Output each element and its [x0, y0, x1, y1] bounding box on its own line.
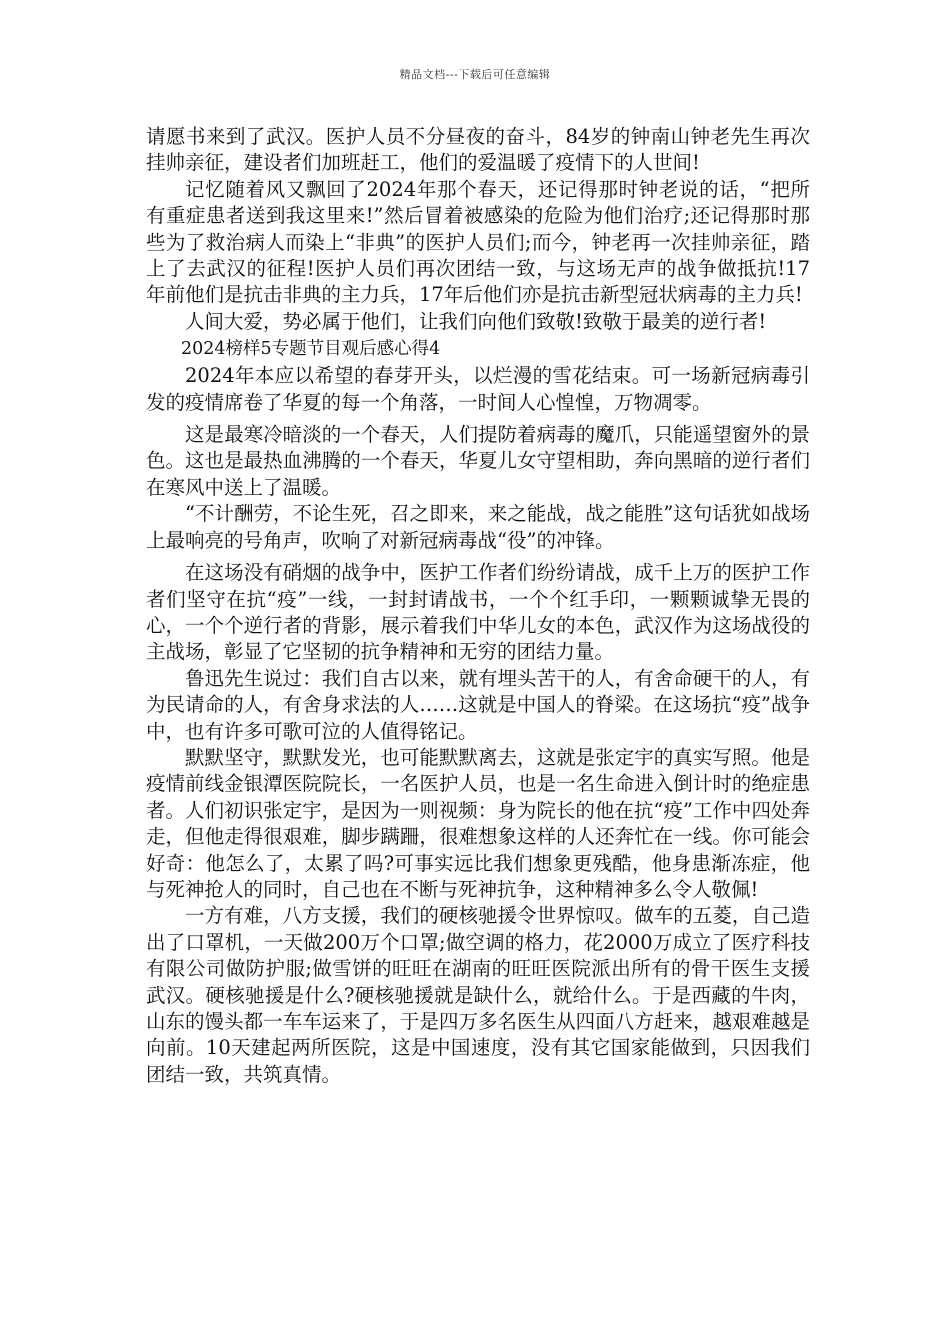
paragraph: 人间大爱，势必属于他们，让我们向他们致敬!致敬于最美的逆行者!: [185, 309, 767, 333]
paragraph: 这是最寒冷暗淡的一个春天，人们提防着病毒的魔爪，只能遥望窗外的景色。这也是最热血沸腾的一个春天，华夏儿女守望相助，奔向黑暗的逆行者们在寒风中送上了温暖。: [146, 423, 810, 499]
article-body: [146, 124, 810, 1088]
paragraph: 2024年本应以希望的春芽开头，以烂漫的雪花结束。可一场新冠病毒引发的疫情席卷了华夏的每一个角落，一时间人心惶惶，万物凋零。: [146, 364, 810, 414]
paragraph: “不计酬劳，不论生死，召之即来，来之能战，战之能胜”这句话犹如战场上最响亮的号角声，吹响了对新冠病毒战“役”的冲锋。: [146, 502, 810, 552]
section-heading: 2024榜样5专题节目观后感心得4: [181, 339, 441, 360]
page-header: 精品文档---下载后可任意编辑: [399, 68, 551, 81]
paragraph-continuation: 请愿书来到了武汉。医护人员不分昼夜的奋斗，84岁的钟南山钟老先生再次挂帅亲征，建设者们加班赶工，他们的爱温暖了疫情下的人世间!: [146, 125, 810, 175]
paragraph: 在这场没有硝烟的战争中，医护工作者们纷纷请战，成千上万的医护工作者们坚守在抗“疫”一线，一封封请战书，一个个红手印，一颗颗诚挚无畏的心，一个个逆行者的背影，展示着我们中华儿女的本色，武汉作为这场战役的主战场，彰显了它坚韧的抗争精神和无穷的团结力量。: [146, 561, 810, 664]
paragraph: 默默坚守，默默发光，也可能默默离去，这就是张定宇的真实写照。他是疫情前线金银潭医院院长，一名医护人员，也是一名生命进入倒计时的绝症患者。人们初识张定宇，是因为一则视频：身为院长的他在抗“疫”工作中四处奔走，但他走得很艰难，脚步蹒跚，很难想象这样的人还奔忙在一线。你可能会好奇：他怎么了，太累了吗?可事实远比我们想象更残酷，他身患渐冻症，他与死神抢人的同时，自己也在不断与死神抗争，这种精神多么令人敬佩!: [146, 745, 810, 901]
paragraph: 记忆随着风又飘回了2024年那个春天，还记得那时钟老说的话，“把所有重症患者送到我这里来!”然后冒着被感染的危险为他们治疗;还记得那时那些为了救治病人而染上“非典”的医护人员们;而今，钟老再一次挂帅亲征，踏上了去武汉的征程!医护人员们再次团结一致，与这场无声的战争做抵抗!17年前他们是抗击非典的主力兵，17年后他们亦是抗击新型冠状病毒的主力兵!: [146, 177, 810, 307]
paragraph: 一方有难，八方支援，我们的硬核驰援令世界惊叹。做车的五菱，自己造出了口罩机，一天做200万个口罩;做空调的格力，花2000万成立了医疗科技有限公司做防护服;做雪饼的旺旺在湖南的旺旺医院派出所有的骨干医生支援武汉。硬核驰援是什么?硬核驰援就是缺什么，就给什么。于是西藏的牛肉，山东的馒头都一车车运来了，于是四万多名医生从四面八方赶来，越艰难越是向前。10天建起两所医院，这是中国速度，没有其它国家能做到，只因我们团结一致，共筑真情。: [146, 904, 810, 1086]
paragraph: 鲁迅先生说过：我们自古以来，就有埋头苦干的人，有舍命硬干的人，有为民请命的人，有舍身求法的人……这就是中国人的脊梁。在这场抗“疫”战争中，也有许多可歌可泣的人值得铭记。: [146, 666, 810, 743]
